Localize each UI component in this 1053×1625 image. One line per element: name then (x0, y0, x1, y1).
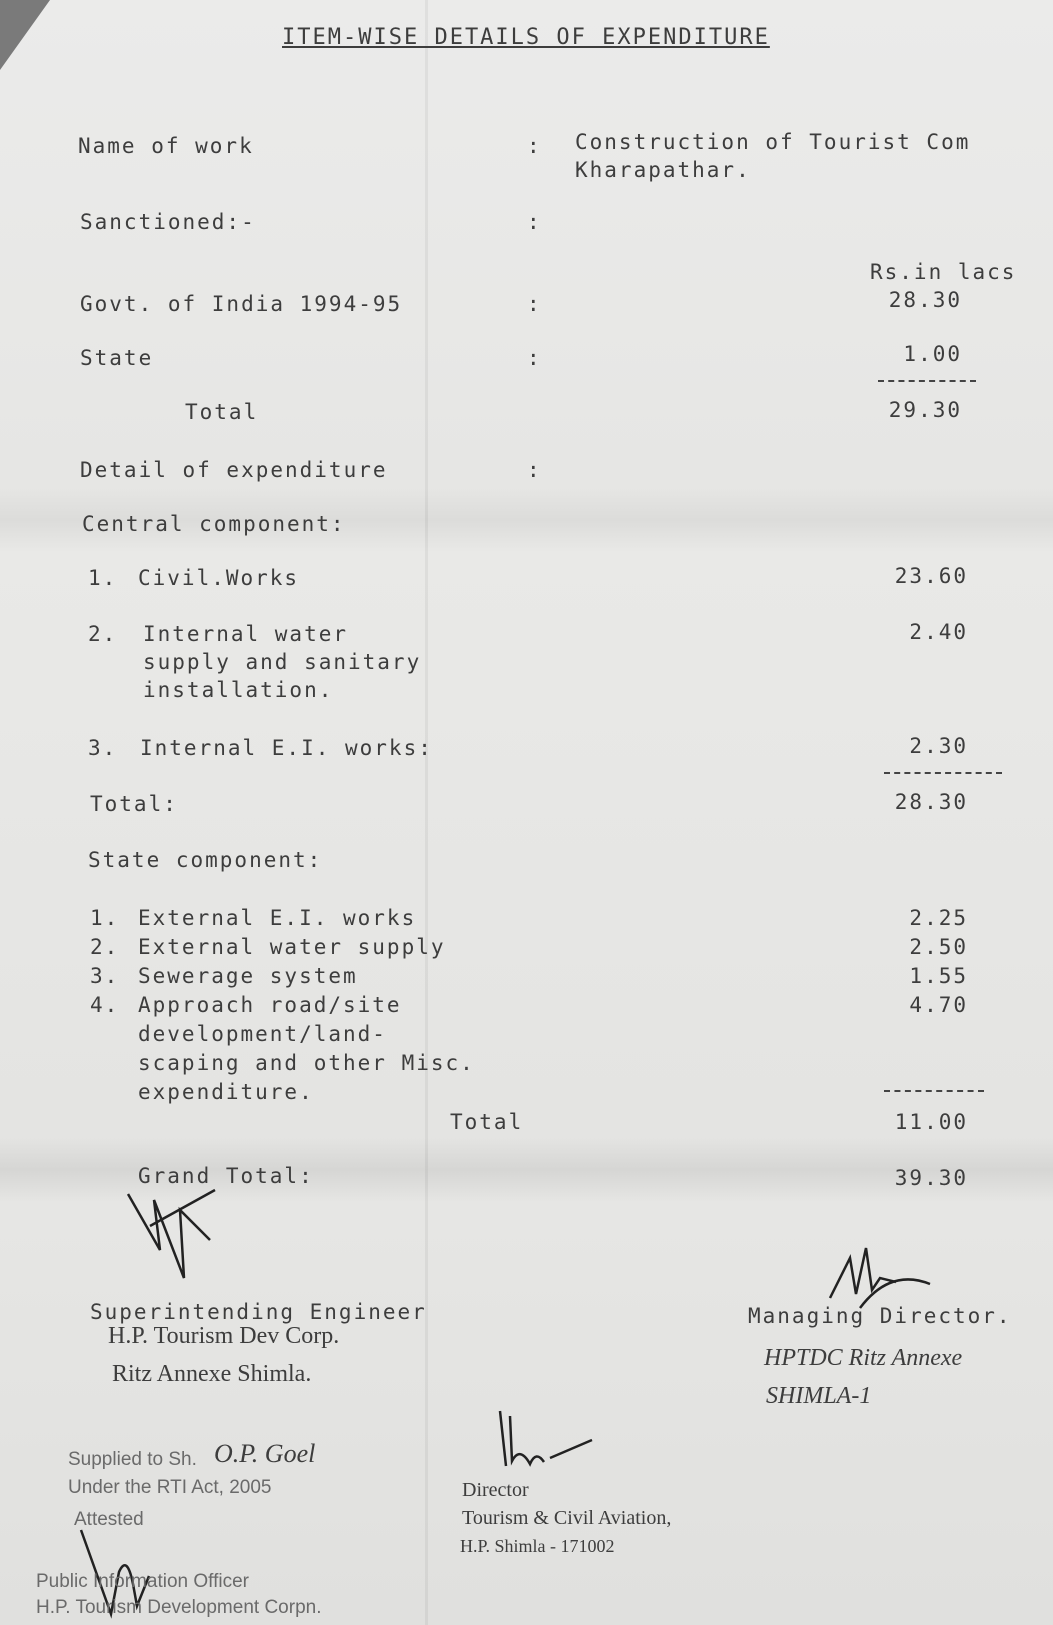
central-item-value: 23.60 (894, 564, 968, 588)
sanctioned-label: Sanctioned:- (80, 210, 256, 234)
managing-director-title: Managing Director. (748, 1304, 1012, 1328)
state-item-value: 2.25 (909, 906, 968, 930)
central-item-number: 2. (88, 622, 118, 646)
state-total-label: Total (450, 1110, 524, 1134)
central-item-text: Internal E.I. works: (140, 736, 433, 760)
name-of-work-value-line2: Kharapathar. (575, 158, 751, 182)
detail-of-expenditure-colon: : (527, 458, 542, 482)
central-item-text: Civil.Works (138, 566, 300, 590)
central-total-value: 28.30 (894, 790, 968, 814)
left-stamp-line2: Ritz Annexe Shimla. (112, 1361, 312, 1387)
state-item-number: 1. (90, 906, 120, 930)
right-stamp-line1: HPTDC Ritz Annexe (764, 1345, 963, 1371)
govt-of-india-label: Govt. of India 1994-95 (80, 292, 403, 316)
rti-attested: Attested (74, 1509, 144, 1530)
central-item-number: 3. (88, 736, 118, 760)
central-total-rule (884, 772, 1002, 774)
state-component-heading: State component: (88, 848, 323, 872)
grand-total-value: 39.30 (894, 1166, 968, 1190)
name-of-work-colon: : (527, 134, 542, 158)
grand-total-label: Grand Total: (138, 1164, 314, 1188)
govt-of-india-value: 28.30 (888, 288, 962, 312)
state-item-text: expenditure. (138, 1080, 314, 1104)
central-item-value: 2.40 (909, 620, 968, 644)
name-of-work-value-line1: Construction of Tourist Com (575, 130, 971, 154)
director-title: Director (462, 1479, 529, 1501)
director-line2: H.P. Shimla - 171002 (460, 1536, 615, 1556)
central-item-text: supply and sanitary (143, 650, 422, 674)
state-label: State (80, 346, 154, 370)
rti-officer-line: Public Information Officer (36, 1571, 249, 1592)
state-item-number: 2. (90, 935, 120, 959)
rti-recipient-name: O.P. Goel (214, 1439, 316, 1468)
central-component-heading: Central component: (82, 512, 346, 536)
state-item-number: 3. (90, 964, 120, 988)
signature-superintending-engineer (120, 1180, 230, 1290)
state-total-value: 11.00 (894, 1110, 968, 1134)
rti-act-line: Under the RTI Act, 2005 (68, 1477, 272, 1498)
state-total-rule (884, 1090, 984, 1092)
state-value: 1.00 (903, 342, 962, 366)
sanction-total-value: 29.30 (888, 398, 962, 422)
state-item-text: development/land- (138, 1022, 387, 1046)
central-item-text: Internal water (143, 622, 349, 646)
director-line1: Tourism & Civil Aviation, (462, 1507, 672, 1529)
right-stamp-line2: SHIMLA-1 (766, 1383, 872, 1409)
sanction-total-rule (878, 380, 976, 382)
state-item-value: 2.50 (909, 935, 968, 959)
central-item-value: 2.30 (909, 734, 968, 758)
state-item-text: External water supply (138, 935, 446, 959)
central-item-text: installation. (143, 678, 334, 702)
detail-of-expenditure-label: Detail of expenditure (80, 458, 388, 482)
state-item-number: 4. (90, 993, 120, 1017)
state-item-value: 4.70 (909, 993, 968, 1017)
left-stamp-line1: H.P. Tourism Dev Corp. (108, 1323, 340, 1349)
document-title: ITEM-WISE DETAILS OF EXPENDITURE (282, 25, 770, 50)
central-item-number: 1. (88, 566, 118, 590)
central-total-label: Total: (90, 792, 178, 816)
paper-fold (425, 0, 428, 1625)
superintending-engineer-title: Superintending Engineer (90, 1300, 427, 1324)
folded-corner (0, 0, 50, 70)
state-item-text: External E.I. works (138, 906, 417, 930)
rti-corpn-line: H.P. Tourism Development Corpn. (36, 1597, 322, 1618)
units-label: Rs.in lacs (870, 260, 1017, 284)
state-item-value: 1.55 (909, 964, 968, 988)
state-colon: : (527, 346, 542, 370)
govt-of-india-colon: : (527, 292, 542, 316)
state-item-text: Sewerage system (138, 964, 358, 988)
name-of-work-label: Name of work (78, 134, 254, 158)
state-item-text: scaping and other Misc. (138, 1051, 475, 1075)
sanction-total-label: Total (185, 400, 259, 424)
rti-supplied-to: Supplied to Sh. (68, 1449, 197, 1470)
state-item-text: Approach road/site (138, 993, 402, 1017)
sanctioned-colon: : (527, 210, 542, 234)
